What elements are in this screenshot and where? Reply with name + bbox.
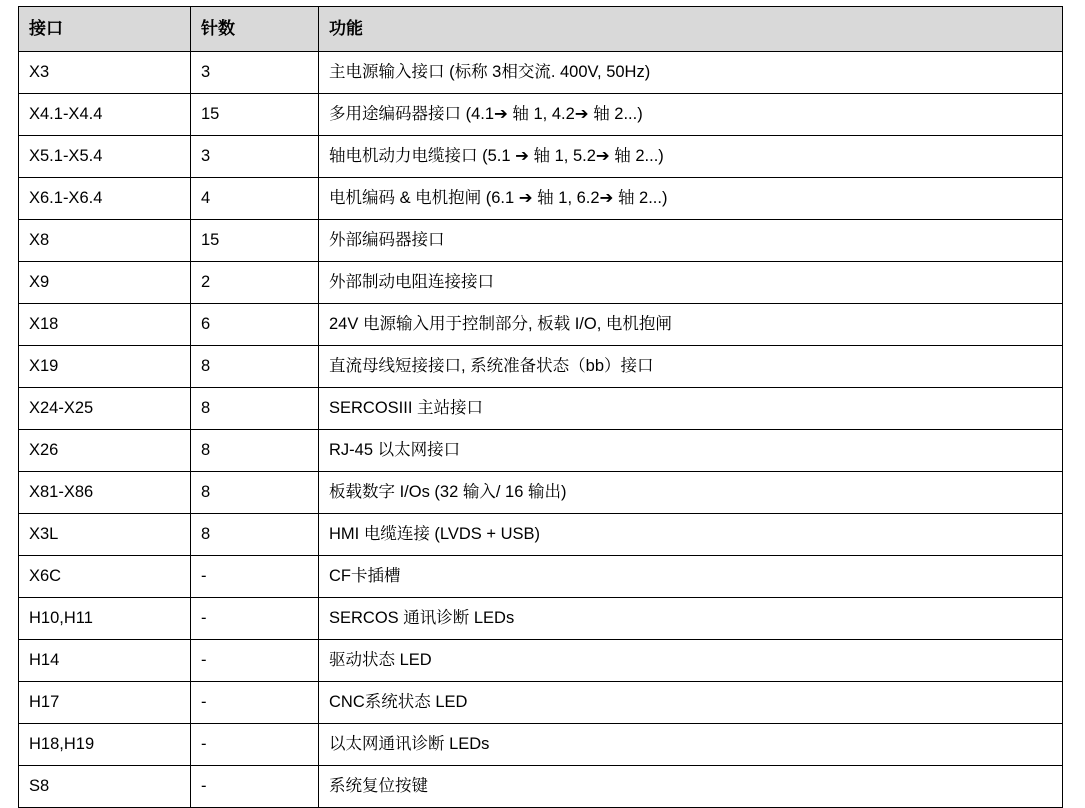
cell-pins: - bbox=[191, 766, 319, 808]
cell-pins: 8 bbox=[191, 430, 319, 472]
cell-pins: - bbox=[191, 556, 319, 598]
cell-function: 24V 电源输入用于控制部分, 板载 I/O, 电机抱闸 bbox=[319, 304, 1063, 346]
cell-port: X24-X25 bbox=[19, 388, 191, 430]
cell-function: 电机编码 & 电机抱闸 (6.1 ➔ 轴 1, 6.2➔ 轴 2...) bbox=[319, 178, 1063, 220]
cell-pins: - bbox=[191, 682, 319, 724]
cell-function: RJ-45 以太网接口 bbox=[319, 430, 1063, 472]
table-body bbox=[19, 52, 1063, 808]
cell-port: X3L bbox=[19, 514, 191, 556]
cell-function: 外部制动电阻连接接口 bbox=[319, 262, 1063, 304]
cell-pins: - bbox=[191, 640, 319, 682]
cell-function: 驱动状态 LED bbox=[319, 640, 1063, 682]
cell-function: SERCOSIII 主站接口 bbox=[319, 388, 1063, 430]
connector-overview-table bbox=[18, 6, 1063, 808]
cell-function: 主电源输入接口 (标称 3相交流. 400V, 50Hz) bbox=[319, 52, 1063, 94]
cell-function: 多用途编码器接口 (4.1➔ 轴 1, 4.2➔ 轴 2...) bbox=[319, 94, 1063, 136]
cell-port: X26 bbox=[19, 430, 191, 472]
table-row bbox=[19, 724, 1063, 766]
cell-function: 以太网通讯诊断 LEDs bbox=[319, 724, 1063, 766]
cell-function: 直流母线短接接口, 系统准备状态（bb）接口 bbox=[319, 346, 1063, 388]
cell-function: CNC系统状态 LED bbox=[319, 682, 1063, 724]
cell-port: X18 bbox=[19, 304, 191, 346]
cell-pins: 3 bbox=[191, 52, 319, 94]
table-row bbox=[19, 640, 1063, 682]
table-row bbox=[19, 682, 1063, 724]
cell-pins: 15 bbox=[191, 220, 319, 262]
cell-pins: 15 bbox=[191, 94, 319, 136]
table-row bbox=[19, 52, 1063, 94]
cell-port: H14 bbox=[19, 640, 191, 682]
table-row bbox=[19, 178, 1063, 220]
table-row bbox=[19, 304, 1063, 346]
cell-pins: 4 bbox=[191, 178, 319, 220]
table-row bbox=[19, 514, 1063, 556]
cell-port: X19 bbox=[19, 346, 191, 388]
cell-port: X4.1-X4.4 bbox=[19, 94, 191, 136]
column-header-pins: 针数 bbox=[191, 7, 319, 52]
cell-function: 外部编码器接口 bbox=[319, 220, 1063, 262]
cell-function: HMI 电缆连接 (LVDS + USB) bbox=[319, 514, 1063, 556]
cell-function: CF卡插槽 bbox=[319, 556, 1063, 598]
table-row bbox=[19, 388, 1063, 430]
table-row bbox=[19, 472, 1063, 514]
cell-pins: - bbox=[191, 724, 319, 766]
table-row bbox=[19, 556, 1063, 598]
cell-port: H10,H11 bbox=[19, 598, 191, 640]
cell-port: X6C bbox=[19, 556, 191, 598]
table-row bbox=[19, 220, 1063, 262]
cell-port: X9 bbox=[19, 262, 191, 304]
cell-port: X5.1-X5.4 bbox=[19, 136, 191, 178]
cell-port: X8 bbox=[19, 220, 191, 262]
cell-pins: 8 bbox=[191, 346, 319, 388]
cell-port: X3 bbox=[19, 52, 191, 94]
table-row bbox=[19, 598, 1063, 640]
table-row bbox=[19, 136, 1063, 178]
cell-pins: 3 bbox=[191, 136, 319, 178]
table-row bbox=[19, 94, 1063, 136]
cell-pins: 8 bbox=[191, 472, 319, 514]
cell-pins: 8 bbox=[191, 514, 319, 556]
cell-function: 轴电机动力电缆接口 (5.1 ➔ 轴 1, 5.2➔ 轴 2...) bbox=[319, 136, 1063, 178]
table-header-row bbox=[19, 7, 1063, 52]
table-row bbox=[19, 430, 1063, 472]
column-header-port: 接口 bbox=[19, 7, 191, 52]
table-header bbox=[19, 7, 1063, 52]
cell-port: H18,H19 bbox=[19, 724, 191, 766]
cell-port: X81-X86 bbox=[19, 472, 191, 514]
cell-pins: 2 bbox=[191, 262, 319, 304]
column-header-function: 功能 bbox=[319, 7, 1063, 52]
table-row bbox=[19, 346, 1063, 388]
cell-port: H17 bbox=[19, 682, 191, 724]
cell-function: 板载数字 I/Os (32 输入/ 16 输出) bbox=[319, 472, 1063, 514]
cell-function: SERCOS 通讯诊断 LEDs bbox=[319, 598, 1063, 640]
cell-pins: - bbox=[191, 598, 319, 640]
table-row bbox=[19, 262, 1063, 304]
cell-pins: 8 bbox=[191, 388, 319, 430]
cell-port: S8 bbox=[19, 766, 191, 808]
cell-pins: 6 bbox=[191, 304, 319, 346]
cell-function: 系统复位按键 bbox=[319, 766, 1063, 808]
table-row bbox=[19, 766, 1063, 808]
cell-port: X6.1-X6.4 bbox=[19, 178, 191, 220]
